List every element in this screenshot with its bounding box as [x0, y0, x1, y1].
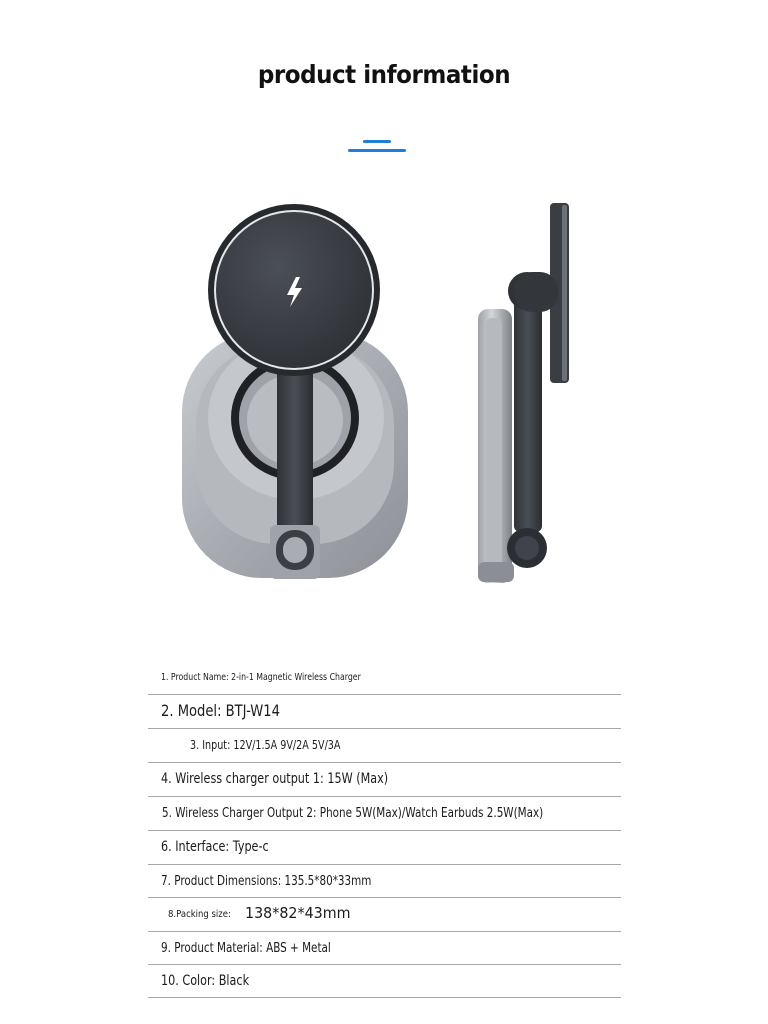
spec-row-output2: [148, 797, 621, 831]
spec-product-name: 1. Product Name: 2-in-1 Magnetic Wireless Charger: [161, 672, 361, 683]
spec-input: 3. Input: 12V/1.5A 9V/2A 5V/3A: [190, 738, 341, 752]
spec-row-material: [148, 932, 621, 965]
spec-row-output1: [148, 763, 621, 797]
spec-row-dimensions: [148, 865, 621, 898]
page-title: product information: [257, 60, 511, 89]
charger-front-view: [182, 204, 408, 579]
spec-row-packing: [148, 898, 621, 932]
spec-packing-value: 138*82*43mm: [245, 904, 351, 922]
spec-interface: 6. Interface: Type-c: [161, 839, 269, 855]
spec-dimensions: 7. Product Dimensions: 135.5*80*33mm: [161, 874, 372, 889]
spec-output2: 5. Wireless Charger Output 2: Phone 5W(Max)/Watch Earbuds 2.5W(Max): [162, 806, 544, 821]
spec-row-model: [148, 695, 621, 729]
spec-row-color: [148, 965, 621, 998]
spec-model: 2. Model: BTJ-W14: [161, 701, 280, 720]
spec-row-product-name: [148, 661, 621, 695]
spec-row-interface: [148, 831, 621, 865]
charger-side-view: [478, 203, 569, 583]
spec-packing-label: 8.Packing size:: [168, 909, 231, 920]
spec-output1: 4. Wireless charger output 1: 15W (Max): [161, 771, 389, 787]
spec-material: 9. Product Material: ABS + Metal: [161, 941, 331, 956]
spec-color: 10. Color: Black: [161, 973, 250, 989]
specs-table: [148, 661, 621, 998]
spec-row-input: [148, 729, 621, 763]
